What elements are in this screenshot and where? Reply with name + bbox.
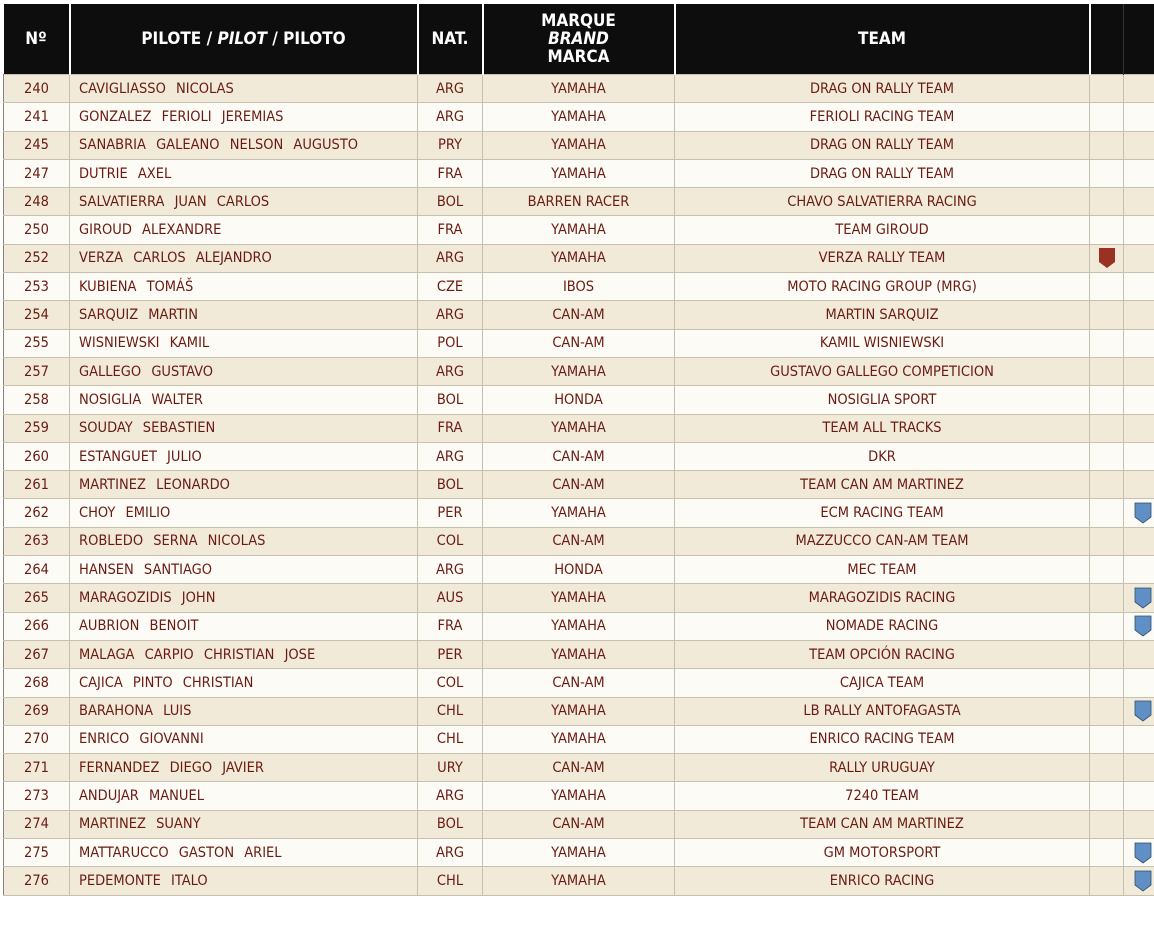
row-flag-blue-cell <box>1124 754 1154 782</box>
row-nationality: ARG <box>418 75 483 103</box>
row-number: 271 <box>4 754 70 782</box>
row-brand: YAMAHA <box>483 414 675 442</box>
header-pilot-fr: PILOTE / <box>141 29 218 49</box>
row-flag-red-cell <box>1090 556 1124 584</box>
row-flag-red-cell <box>1090 357 1124 385</box>
row-team: TEAM ALL TRACKS <box>675 414 1090 442</box>
row-number: 258 <box>4 386 70 414</box>
row-pilot: MARTINEZ LEONARDO <box>70 471 418 499</box>
row-team: DKR <box>675 442 1090 470</box>
row-nationality: PER <box>418 499 483 527</box>
red-shield-icon <box>1098 247 1116 269</box>
blue-shield-icon <box>1134 700 1152 722</box>
row-flag-red-cell <box>1090 725 1124 753</box>
row-number: 266 <box>4 612 70 640</box>
row-pilot: GIROUD ALEXANDRE <box>70 216 418 244</box>
row-team: GM MOTORSPORT <box>675 839 1090 867</box>
row-nationality: ARG <box>418 839 483 867</box>
row-team: RALLY URUGUAY <box>675 754 1090 782</box>
row-nationality: FRA <box>418 612 483 640</box>
row-number: 257 <box>4 357 70 385</box>
row-pilot: FERNANDEZ DIEGO JAVIER <box>70 754 418 782</box>
row-flag-blue-cell <box>1124 442 1154 470</box>
row-team: DRAG ON RALLY TEAM <box>675 131 1090 159</box>
row-nationality: ARG <box>418 103 483 131</box>
row-pilot: MATTARUCCO GASTON ARIEL <box>70 839 418 867</box>
table-row <box>4 414 1154 442</box>
header-brand <box>483 4 675 75</box>
row-nationality: URY <box>418 754 483 782</box>
row-team: GUSTAVO GALLEGO COMPETICION <box>675 357 1090 385</box>
row-flag-blue-cell <box>1124 471 1154 499</box>
row-brand: YAMAHA <box>483 159 675 187</box>
table-row <box>4 103 1154 131</box>
row-flag-red-cell <box>1090 131 1124 159</box>
row-team: DRAG ON RALLY TEAM <box>675 159 1090 187</box>
row-flag-blue-cell <box>1124 216 1154 244</box>
row-nationality: BOL <box>418 471 483 499</box>
row-flag-blue-cell <box>1124 584 1154 612</box>
row-flag-blue-cell <box>1124 640 1154 668</box>
row-number: 247 <box>4 159 70 187</box>
row-flag-blue-cell <box>1124 188 1154 216</box>
header-pilot <box>70 4 418 75</box>
row-number: 252 <box>4 244 70 272</box>
row-nationality: PER <box>418 640 483 668</box>
table-row <box>4 216 1154 244</box>
row-brand: YAMAHA <box>483 244 675 272</box>
row-flag-blue-cell <box>1124 301 1154 329</box>
row-brand: CAN-AM <box>483 754 675 782</box>
row-pilot: SOUDAY SEBASTIEN <box>70 414 418 442</box>
row-brand: YAMAHA <box>483 697 675 725</box>
row-brand: HONDA <box>483 386 675 414</box>
row-brand: YAMAHA <box>483 499 675 527</box>
row-nationality: ARG <box>418 556 483 584</box>
row-team: TEAM CAN AM MARTINEZ <box>675 471 1090 499</box>
row-nationality: ARG <box>418 357 483 385</box>
table-row <box>4 556 1154 584</box>
row-flag-red-cell <box>1090 244 1124 272</box>
blue-shield-icon <box>1134 502 1152 524</box>
row-brand: YAMAHA <box>483 357 675 385</box>
blue-shield-icon <box>1134 842 1152 864</box>
table-row <box>4 669 1154 697</box>
row-team: LB RALLY ANTOFAGASTA <box>675 697 1090 725</box>
row-brand: CAN-AM <box>483 442 675 470</box>
row-flag-red-cell <box>1090 839 1124 867</box>
row-pilot: ENRICO GIOVANNI <box>70 725 418 753</box>
row-nationality: CHL <box>418 867 483 895</box>
row-flag-red-cell <box>1090 329 1124 357</box>
row-team: MARAGOZIDIS RACING <box>675 584 1090 612</box>
table-row <box>4 584 1154 612</box>
row-brand: YAMAHA <box>483 839 675 867</box>
row-flag-red-cell <box>1090 301 1124 329</box>
row-pilot: GONZALEZ FERIOLI JEREMIAS <box>70 103 418 131</box>
header-flag-2 <box>1124 4 1154 75</box>
row-pilot: MARAGOZIDIS JOHN <box>70 584 418 612</box>
row-flag-blue-cell <box>1124 725 1154 753</box>
row-team: NOMADE RACING <box>675 612 1090 640</box>
row-flag-blue-cell <box>1124 867 1154 895</box>
row-brand: YAMAHA <box>483 131 675 159</box>
row-brand: YAMAHA <box>483 103 675 131</box>
row-team: 7240 TEAM <box>675 782 1090 810</box>
row-brand: YAMAHA <box>483 867 675 895</box>
row-flag-blue-cell <box>1124 414 1154 442</box>
table-row <box>4 612 1154 640</box>
row-flag-red-cell <box>1090 697 1124 725</box>
row-flag-red-cell <box>1090 273 1124 301</box>
row-pilot: ESTANGUET JULIO <box>70 442 418 470</box>
row-team: MAZZUCCO CAN-AM TEAM <box>675 527 1090 555</box>
row-nationality: COL <box>418 669 483 697</box>
row-number: 270 <box>4 725 70 753</box>
row-flag-red-cell <box>1090 386 1124 414</box>
row-brand: YAMAHA <box>483 782 675 810</box>
row-flag-blue-cell <box>1124 357 1154 385</box>
row-number: 268 <box>4 669 70 697</box>
row-nationality: BOL <box>418 188 483 216</box>
row-number: 254 <box>4 301 70 329</box>
row-nationality: BOL <box>418 386 483 414</box>
row-team: DRAG ON RALLY TEAM <box>675 75 1090 103</box>
table-row <box>4 810 1154 838</box>
row-team: VERZA RALLY TEAM <box>675 244 1090 272</box>
header-brand-fr: MARQUE <box>541 11 616 31</box>
row-pilot: CHOY EMILIO <box>70 499 418 527</box>
row-number: 267 <box>4 640 70 668</box>
row-pilot: GALLEGO GUSTAVO <box>70 357 418 385</box>
row-flag-blue-cell <box>1124 499 1154 527</box>
row-nationality: ARG <box>418 782 483 810</box>
row-flag-blue-cell <box>1124 75 1154 103</box>
row-pilot: BARAHONA LUIS <box>70 697 418 725</box>
row-pilot: HANSEN SANTIAGO <box>70 556 418 584</box>
row-pilot: SARQUIZ MARTIN <box>70 301 418 329</box>
row-brand: YAMAHA <box>483 612 675 640</box>
row-flag-red-cell <box>1090 471 1124 499</box>
row-team: MEC TEAM <box>675 556 1090 584</box>
row-pilot: AUBRION BENOIT <box>70 612 418 640</box>
row-flag-red-cell <box>1090 810 1124 838</box>
row-team: CHAVO SALVATIERRA RACING <box>675 188 1090 216</box>
table-row <box>4 301 1154 329</box>
row-pilot: ROBLEDO SERNA NICOLAS <box>70 527 418 555</box>
row-nationality: ARG <box>418 301 483 329</box>
row-team: FERIOLI RACING TEAM <box>675 103 1090 131</box>
table-header <box>4 4 1154 75</box>
row-team: CAJICA TEAM <box>675 669 1090 697</box>
row-nationality: FRA <box>418 216 483 244</box>
row-number: 253 <box>4 273 70 301</box>
row-pilot: SANABRIA GALEANO NELSON AUGUSTO <box>70 131 418 159</box>
table-row <box>4 386 1154 414</box>
row-nationality: ARG <box>418 442 483 470</box>
row-number: 250 <box>4 216 70 244</box>
row-number: 264 <box>4 556 70 584</box>
row-number: 275 <box>4 839 70 867</box>
row-pilot: MALAGA CARPIO CHRISTIAN JOSE <box>70 640 418 668</box>
row-nationality: COL <box>418 527 483 555</box>
row-flag-red-cell <box>1090 754 1124 782</box>
row-flag-red-cell <box>1090 499 1124 527</box>
row-team: TEAM CAN AM MARTINEZ <box>675 810 1090 838</box>
table-row <box>4 839 1154 867</box>
row-nationality: FRA <box>418 414 483 442</box>
row-nationality: CZE <box>418 273 483 301</box>
table-row <box>4 244 1154 272</box>
row-nationality: AUS <box>418 584 483 612</box>
header-pilot-es: / PILOTO <box>266 29 346 49</box>
row-pilot: NOSIGLIA WALTER <box>70 386 418 414</box>
row-number: 276 <box>4 867 70 895</box>
row-number: 269 <box>4 697 70 725</box>
row-number: 262 <box>4 499 70 527</box>
row-flag-blue-cell <box>1124 782 1154 810</box>
table-row <box>4 471 1154 499</box>
entry-list-table <box>3 4 1154 896</box>
row-flag-blue-cell <box>1124 612 1154 640</box>
row-brand: HONDA <box>483 556 675 584</box>
row-number: 274 <box>4 810 70 838</box>
row-nationality: CHL <box>418 725 483 753</box>
row-brand: CAN-AM <box>483 301 675 329</box>
table-row <box>4 273 1154 301</box>
row-flag-red-cell <box>1090 867 1124 895</box>
table-row <box>4 357 1154 385</box>
table-row <box>4 725 1154 753</box>
row-brand: YAMAHA <box>483 584 675 612</box>
table-row <box>4 499 1154 527</box>
row-flag-red-cell <box>1090 782 1124 810</box>
row-number: 259 <box>4 414 70 442</box>
row-flag-blue-cell <box>1124 329 1154 357</box>
header-flag-1 <box>1090 4 1124 75</box>
row-flag-red-cell <box>1090 442 1124 470</box>
header-brand-en: BRAND <box>548 29 609 49</box>
row-flag-red-cell <box>1090 75 1124 103</box>
row-brand: CAN-AM <box>483 669 675 697</box>
row-flag-blue-cell <box>1124 839 1154 867</box>
row-number: 260 <box>4 442 70 470</box>
row-nationality: CHL <box>418 697 483 725</box>
table-row <box>4 188 1154 216</box>
table-row <box>4 329 1154 357</box>
row-team: MOTO RACING GROUP (MRG) <box>675 273 1090 301</box>
row-flag-red-cell <box>1090 414 1124 442</box>
row-brand: CAN-AM <box>483 810 675 838</box>
row-pilot: CAVIGLIASSO NICOLAS <box>70 75 418 103</box>
header-nationality: NAT. <box>418 4 483 75</box>
table-row <box>4 697 1154 725</box>
table-row <box>4 867 1154 895</box>
row-flag-red-cell <box>1090 159 1124 187</box>
row-nationality: BOL <box>418 810 483 838</box>
row-brand: CAN-AM <box>483 527 675 555</box>
row-pilot: CAJICA PINTO CHRISTIAN <box>70 669 418 697</box>
table-row <box>4 640 1154 668</box>
row-pilot: VERZA CARLOS ALEJANDRO <box>70 244 418 272</box>
row-team: TEAM OPCIÓN RACING <box>675 640 1090 668</box>
row-team: MARTIN SARQUIZ <box>675 301 1090 329</box>
table-body <box>4 75 1154 896</box>
row-brand: CAN-AM <box>483 329 675 357</box>
row-pilot: PEDEMONTE ITALO <box>70 867 418 895</box>
row-brand: IBOS <box>483 273 675 301</box>
row-number: 240 <box>4 75 70 103</box>
row-flag-red-cell <box>1090 527 1124 555</box>
row-team: KAMIL WISNIEWSKI <box>675 329 1090 357</box>
table-row <box>4 131 1154 159</box>
row-brand: CAN-AM <box>483 471 675 499</box>
row-number: 273 <box>4 782 70 810</box>
header-number: Nº <box>4 4 70 75</box>
row-team: ENRICO RACING <box>675 867 1090 895</box>
row-flag-red-cell <box>1090 103 1124 131</box>
row-number: 263 <box>4 527 70 555</box>
header-brand-es: MARCA <box>547 47 610 67</box>
row-nationality: POL <box>418 329 483 357</box>
row-number: 245 <box>4 131 70 159</box>
row-brand: BARREN RACER <box>483 188 675 216</box>
row-flag-blue-cell <box>1124 131 1154 159</box>
row-pilot: DUTRIE AXEL <box>70 159 418 187</box>
header-team: TEAM <box>675 4 1090 75</box>
row-flag-red-cell <box>1090 584 1124 612</box>
table-row <box>4 527 1154 555</box>
table-row <box>4 442 1154 470</box>
row-pilot: SALVATIERRA JUAN CARLOS <box>70 188 418 216</box>
row-number: 265 <box>4 584 70 612</box>
row-pilot: WISNIEWSKI KAMIL <box>70 329 418 357</box>
row-brand: YAMAHA <box>483 640 675 668</box>
row-team: NOSIGLIA SPORT <box>675 386 1090 414</box>
row-nationality: PRY <box>418 131 483 159</box>
row-flag-blue-cell <box>1124 159 1154 187</box>
row-flag-blue-cell <box>1124 273 1154 301</box>
row-brand: YAMAHA <box>483 725 675 753</box>
table-row <box>4 782 1154 810</box>
row-flag-blue-cell <box>1124 103 1154 131</box>
row-number: 261 <box>4 471 70 499</box>
row-brand: YAMAHA <box>483 216 675 244</box>
row-team: TEAM GIROUD <box>675 216 1090 244</box>
row-pilot: ANDUJAR MANUEL <box>70 782 418 810</box>
row-flag-blue-cell <box>1124 556 1154 584</box>
row-flag-red-cell <box>1090 188 1124 216</box>
row-team: ENRICO RACING TEAM <box>675 725 1090 753</box>
row-nationality: ARG <box>418 244 483 272</box>
row-flag-blue-cell <box>1124 810 1154 838</box>
row-pilot: KUBIENA TOMÁŠ <box>70 273 418 301</box>
row-flag-red-cell <box>1090 669 1124 697</box>
row-team: ECM RACING TEAM <box>675 499 1090 527</box>
row-flag-red-cell <box>1090 640 1124 668</box>
row-flag-blue-cell <box>1124 527 1154 555</box>
row-flag-red-cell <box>1090 612 1124 640</box>
table-row <box>4 159 1154 187</box>
row-nationality: FRA <box>418 159 483 187</box>
row-flag-blue-cell <box>1124 244 1154 272</box>
row-number: 248 <box>4 188 70 216</box>
row-brand: YAMAHA <box>483 75 675 103</box>
table-row <box>4 75 1154 103</box>
row-flag-red-cell <box>1090 216 1124 244</box>
row-number: 255 <box>4 329 70 357</box>
row-number: 241 <box>4 103 70 131</box>
blue-shield-icon <box>1134 615 1152 637</box>
row-flag-blue-cell <box>1124 669 1154 697</box>
blue-shield-icon <box>1134 870 1152 892</box>
row-pilot: MARTINEZ SUANY <box>70 810 418 838</box>
table-row <box>4 754 1154 782</box>
blue-shield-icon <box>1134 587 1152 609</box>
row-flag-blue-cell <box>1124 697 1154 725</box>
row-flag-blue-cell <box>1124 386 1154 414</box>
header-pilot-en: PILOT <box>217 29 267 49</box>
